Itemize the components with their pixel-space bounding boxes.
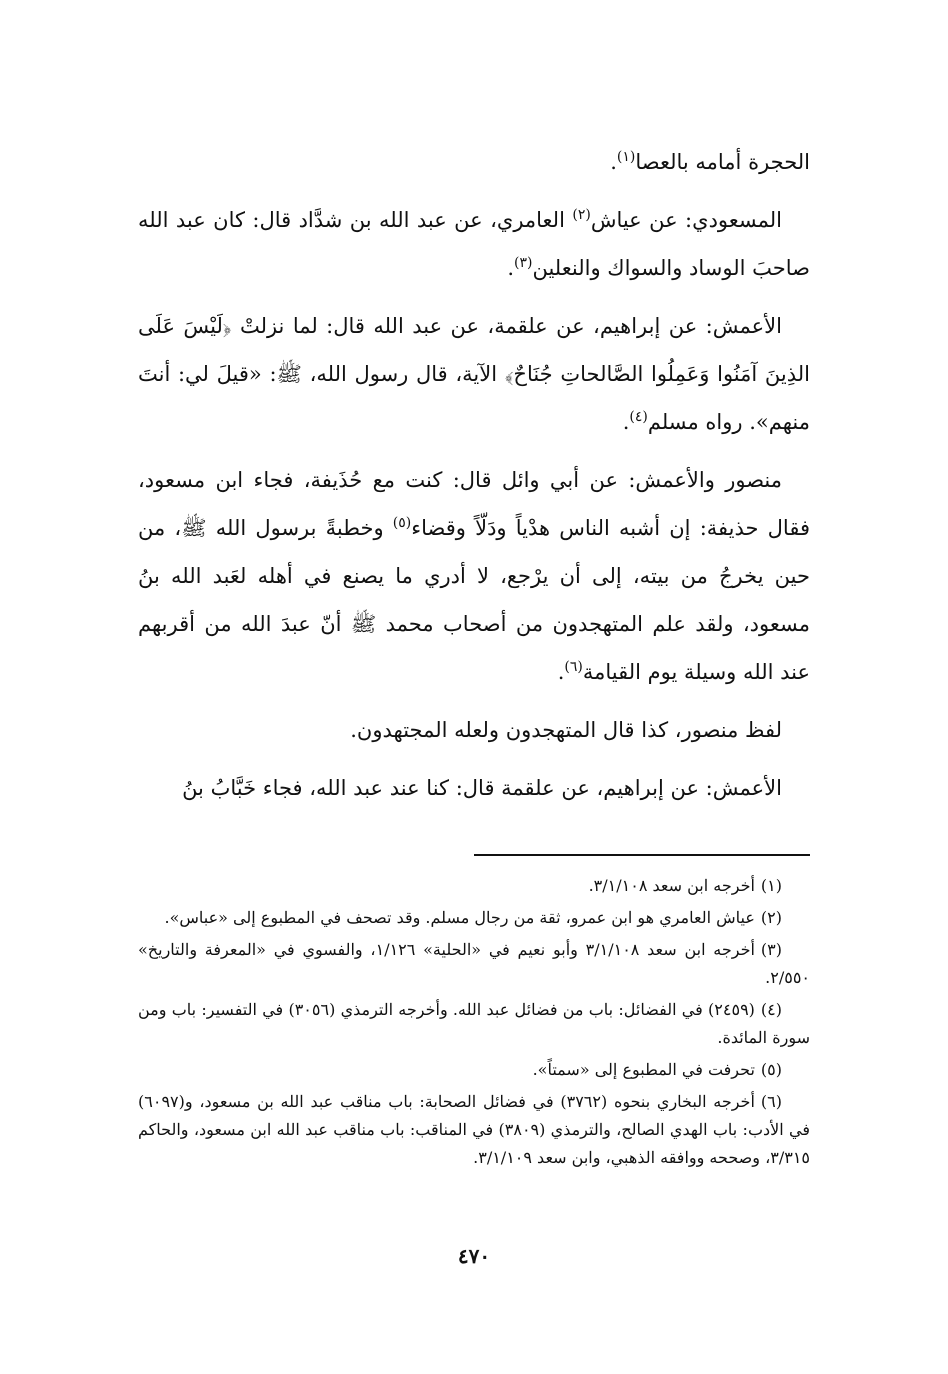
footnote-text: تحرفت في المطبوع إلى «سمتاً».: [532, 1060, 755, 1079]
footnote-ref: (٣): [514, 255, 533, 271]
footnote-text: عياش العامري هو ابن عمرو، ثقة من رجال مسلم. وقد تصحف في المطبوع إلى «عباس».: [164, 908, 755, 927]
footnote-ref: (٢): [572, 207, 591, 223]
footnote-item: [138, 1056, 810, 1084]
paragraph-text: الأعمش: عن إبراهيم، عن علقمة، عن عبد الله قال: لما نزلتْ ﴿لَيْسَ عَلَى الذِينَ آمَنُوا وَعَمِلُوا الصَّالحاتِ جُنَاحٌ﴾ الآية، قال رسول الله، ﷺ: «قيلَ لي: أنتَ منهم». رواه مسلم: [138, 314, 810, 434]
paragraph-text: الحجرة أمامه بالعصا: [635, 150, 810, 174]
paragraph-tail: .: [622, 410, 630, 434]
footnote-ref: (١): [616, 149, 636, 165]
footnote-item: [138, 904, 810, 932]
paragraph-tail: .: [557, 660, 565, 684]
paragraph-text: لفظ منصور، كذا قال المتهجدون ولعله المجتهدون.: [350, 718, 782, 742]
paragraph-text-continued: العامري، عن عبد الله بن شدَّاد قال: كان عبد الله صاحبَ الوساد والسواك والنعلين: [138, 208, 810, 280]
footnote-item: [138, 872, 810, 900]
paragraph-tail: .: [610, 150, 617, 174]
paragraph-6: [138, 764, 810, 812]
page-number: ٤٧٠: [457, 1244, 491, 1268]
footnote-number: (١): [760, 876, 782, 895]
paragraph-5: [138, 706, 810, 754]
footnote-divider: [474, 854, 810, 856]
footnote-number: (٣): [760, 940, 783, 959]
footnote-item: [138, 1088, 810, 1172]
paragraph-text: منصور والأعمش: عن أبي وائل قال: كنت مع حُذَيفة، فجاء ابن مسعود، فقال حذيفة: إن أشبه الناس هدْياً ودَلّاً وقضاء: [138, 468, 810, 540]
footnote-ref: (٤): [629, 409, 648, 425]
main-text: [138, 138, 810, 822]
footnote-number: (٢): [760, 908, 782, 927]
paragraph-tail: .: [507, 256, 515, 280]
paragraph-2: [138, 196, 810, 292]
footnote-number: (٤): [760, 1000, 782, 1019]
paragraph-text-continued: وخطبةً برسول الله ﷺ، من حين يخرجُ من بيته، إلى أن يرْجع، لا أدري ما يصنع في أهله لعَبد الله بنُ مسعود، ولقد علم المتهجدون من أصحاب محمد ﷺ أنّ عبدَ الله من أقربهم عند الله وسيلة يوم القيامة: [138, 516, 810, 684]
footnote-text: أخرجه ابن سعد ٣/١/١٠٨.: [588, 876, 755, 895]
paragraph-1: [138, 138, 810, 186]
paragraph-3: [138, 302, 810, 446]
footnote-text: (٢٤٥٩) في الفضائل: باب من فضائل عبد الله. وأخرجه الترمذي (٣٠٥٦) في التفسير: باب ومن سورة المائدة.: [138, 1000, 810, 1047]
footnote-number: (٦): [760, 1092, 782, 1111]
paragraph-4: [138, 456, 810, 696]
footnote-text: أخرجه البخاري بنحوه (٣٧٦٢) في فضائل الصحابة: باب مناقب عبد الله بن مسعود، و(٦٠٩٧) في الأدب: باب الهدي الصالح، والترمذي (٣٨٠٩) في المناقب: باب مناقب عبد الله ابن مسعود، والحاكم ٣/٣١٥، وصححه ووافقه الذهبي، وابن سعد ٣/١/١٠٩.: [138, 1092, 810, 1167]
footnote-item: [138, 936, 810, 992]
footnote-ref: (٥): [392, 515, 412, 531]
footnote-text: أخرجه ابن سعد ٣/١/١٠٨ وأبو نعيم في «الحلية» ١/١٢٦، والفسوي في «المعرفة والتاريخ» ٢/٥٥٠.: [138, 940, 810, 987]
footnote-number: (٥): [760, 1060, 782, 1079]
footnotes: [138, 872, 810, 1176]
footnote-item: [138, 996, 810, 1052]
paragraph-text: الأعمش: عن إبراهيم، عن علقمة قال: كنا عند عبد الله، فجاء خَبَّابُ بنُ: [182, 776, 782, 800]
footnote-ref: (٦): [564, 659, 583, 675]
paragraph-text: المسعودي: عن عياش: [590, 208, 783, 232]
